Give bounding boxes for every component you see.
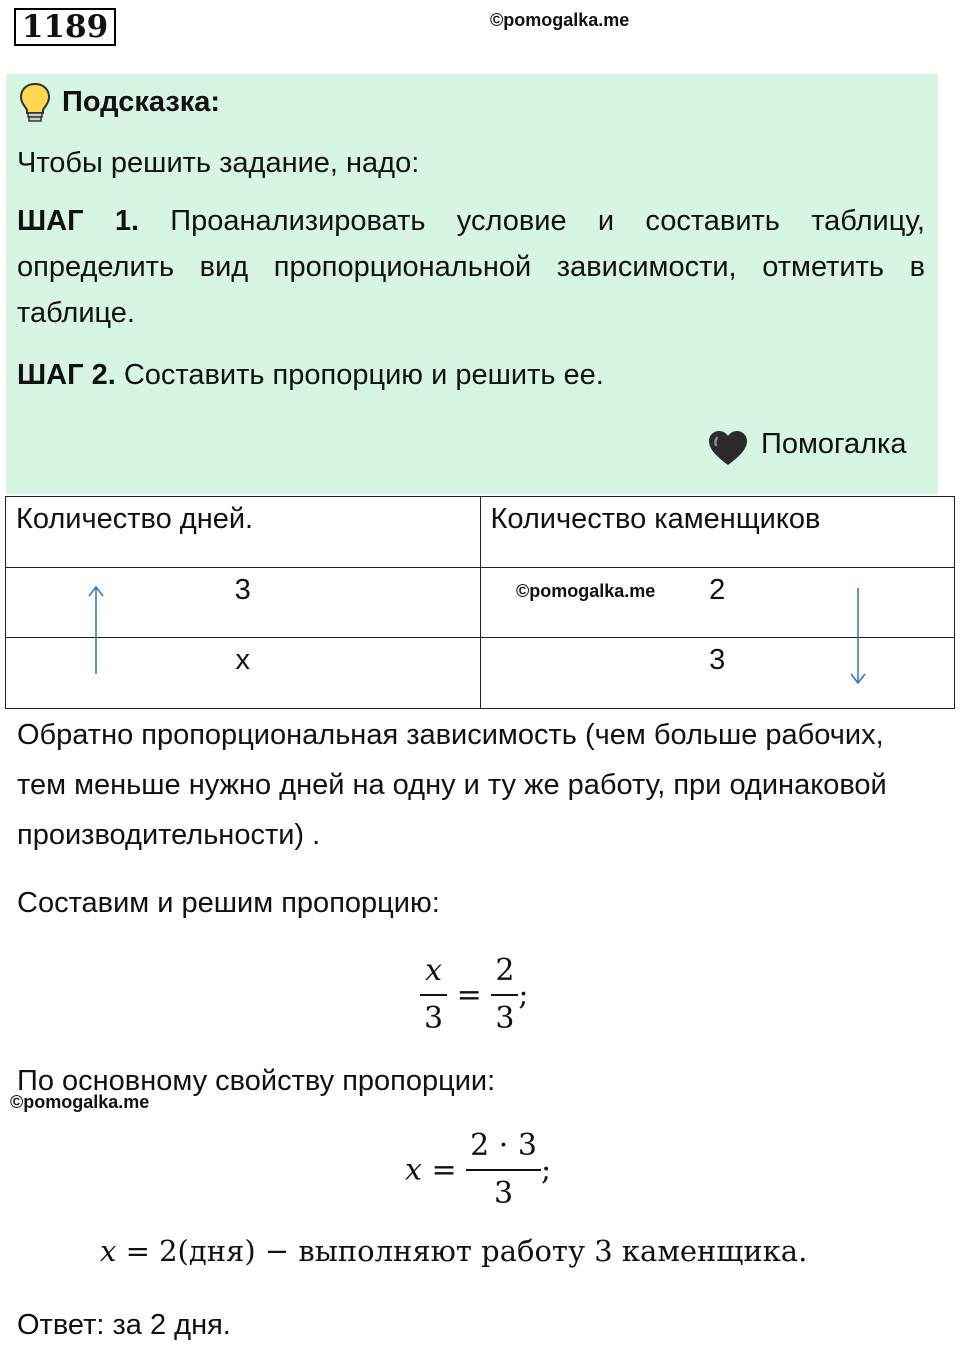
arrow-up-icon bbox=[86, 584, 106, 676]
fraction-x-over-3 bbox=[420, 948, 447, 1042]
semicolon: ; bbox=[540, 1152, 552, 1188]
calc-formula bbox=[405, 1123, 551, 1217]
header-masons: Количество каменщиков bbox=[480, 497, 955, 568]
table-row bbox=[6, 638, 955, 709]
watermark-middle: ©pomogalka.me bbox=[10, 1092, 150, 1112]
property-text: По основному свойству пропорции: bbox=[17, 1065, 496, 1097]
hint-title: Подсказка: bbox=[62, 86, 221, 118]
step1-text: Проанализировать условие и составить таблицу, определить вид пропорциональной зависимости, отметить в таблице. bbox=[17, 205, 925, 329]
frac-den: 3 bbox=[424, 1001, 444, 1036]
header-days: Количество дней. bbox=[6, 497, 481, 568]
cell-masons-2: 3 bbox=[480, 638, 955, 709]
dependency-text: Обратно пропорциональная зависимость (чем больше рабочих, тем меньше нужно дней на одну и ту же работу, при одинаковой производительности) . bbox=[17, 719, 887, 851]
task-number: 1189 bbox=[14, 8, 116, 46]
table-row bbox=[6, 567, 955, 638]
frac-den: 3 bbox=[494, 1176, 514, 1211]
equals-sign: = bbox=[456, 977, 482, 1013]
frac-num: 2 bbox=[495, 953, 515, 988]
hint-step2 bbox=[17, 352, 604, 398]
lightbulb-icon bbox=[18, 82, 52, 124]
result-var: x bbox=[100, 1234, 117, 1268]
answer-text: Ответ: за 2 дня. bbox=[17, 1309, 231, 1341]
step1-label: ШАГ 1. bbox=[17, 205, 140, 237]
watermark-table: ©pomogalka.me bbox=[516, 581, 656, 601]
data-table bbox=[5, 496, 955, 709]
calc-var: x bbox=[405, 1152, 422, 1188]
cell-days-1: 3 bbox=[6, 567, 481, 638]
table-header-row bbox=[6, 497, 955, 568]
hint-intro: Чтобы решить задание, надо: bbox=[17, 147, 420, 179]
fraction-2-over-3 bbox=[491, 948, 518, 1042]
frac-den: 3 bbox=[495, 1001, 515, 1036]
cell-days-2: x bbox=[6, 638, 481, 709]
proportion-formula bbox=[420, 948, 529, 1042]
frac-num: x bbox=[425, 953, 442, 988]
brand-label: Помогалка bbox=[761, 428, 907, 460]
watermark-top: ©pomogalka.me bbox=[490, 10, 630, 30]
frac-num: 2 · 3 bbox=[470, 1128, 537, 1163]
semicolon: ; bbox=[518, 977, 529, 1013]
result-formula bbox=[100, 1234, 807, 1268]
arrow-down-icon bbox=[848, 586, 868, 686]
compose-text: Составим и решим пропорцию: bbox=[17, 887, 440, 919]
cell-masons-1: 2 bbox=[480, 567, 955, 638]
heart-icon bbox=[706, 428, 750, 468]
result-text: = 2(дня) − выполняют работу 3 каменщика. bbox=[116, 1234, 808, 1268]
step2-text: Составить пропорцию и решить ее. bbox=[115, 359, 604, 391]
equals-sign: = bbox=[431, 1152, 457, 1188]
step2-label: ШАГ 2. bbox=[17, 359, 116, 391]
hint-step1 bbox=[17, 198, 925, 336]
fraction-product bbox=[466, 1123, 541, 1217]
